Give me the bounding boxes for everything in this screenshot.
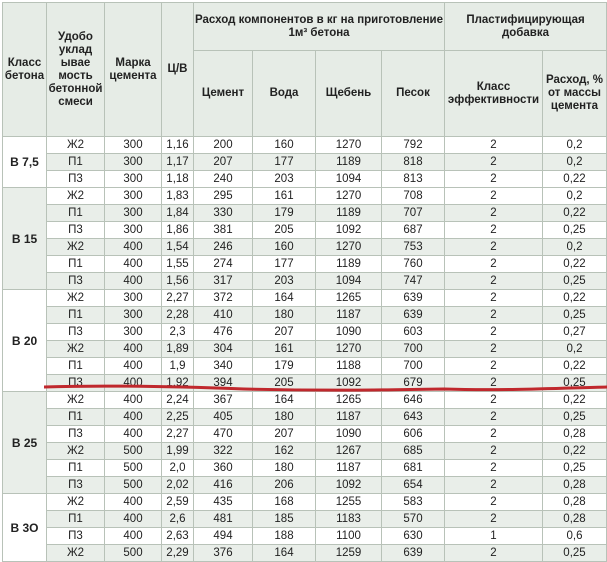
efficiency-class-cell: 2 xyxy=(445,171,543,188)
table-row xyxy=(3,273,607,290)
cement-grade-cell: 400 xyxy=(105,511,162,528)
gravel-cell: 1100 xyxy=(316,528,382,545)
water-cell: 164 xyxy=(253,290,316,307)
water-cell: 164 xyxy=(253,392,316,409)
table-row xyxy=(3,443,607,460)
efficiency-class-cell: 2 xyxy=(445,392,543,409)
table-row xyxy=(3,409,607,426)
dosage-cell: 0,25 xyxy=(543,545,607,562)
cement-cell: 381 xyxy=(194,222,253,239)
workability-cell: П3 xyxy=(47,375,105,392)
water-cell: 206 xyxy=(253,477,316,494)
gravel-cell: 1267 xyxy=(316,443,382,460)
table-row xyxy=(3,324,607,341)
dosage-cell: 0,25 xyxy=(543,222,607,239)
efficiency-class-cell: 2 xyxy=(445,205,543,222)
table-row xyxy=(3,528,607,545)
efficiency-class-cell: 2 xyxy=(445,375,543,392)
table-row xyxy=(3,375,607,392)
concrete-class-cell: В 15 xyxy=(3,188,47,290)
header-wc-ratio: Ц/В xyxy=(162,3,194,137)
workability-cell: Ж2 xyxy=(47,545,105,562)
sand-cell: 700 xyxy=(382,358,445,375)
table-row xyxy=(3,256,607,273)
dosage-cell: 0,22 xyxy=(543,443,607,460)
efficiency-class-cell: 2 xyxy=(445,409,543,426)
water-cell: 185 xyxy=(253,511,316,528)
cement-grade-cell: 400 xyxy=(105,426,162,443)
table-row xyxy=(3,341,607,358)
efficiency-class-cell: 2 xyxy=(445,494,543,511)
dosage-cell: 0,25 xyxy=(543,409,607,426)
cement-cell: 322 xyxy=(194,443,253,460)
dosage-cell: 0,22 xyxy=(543,256,607,273)
cement-cell: 207 xyxy=(194,154,253,171)
water-cell: 205 xyxy=(253,375,316,392)
cement-cell: 240 xyxy=(194,171,253,188)
cement-grade-cell: 300 xyxy=(105,307,162,324)
efficiency-class-cell: 2 xyxy=(445,324,543,341)
cement-grade-cell: 500 xyxy=(105,443,162,460)
cement-grade-cell: 400 xyxy=(105,239,162,256)
wc-ratio-cell: 2,29 xyxy=(162,545,194,562)
workability-cell: П3 xyxy=(47,171,105,188)
wc-ratio-cell: 1,99 xyxy=(162,443,194,460)
table-row xyxy=(3,358,607,375)
concrete-class-cell: В 20 xyxy=(3,290,47,392)
cement-grade-cell: 400 xyxy=(105,358,162,375)
workability-cell: П3 xyxy=(47,324,105,341)
sand-cell: 760 xyxy=(382,256,445,273)
wc-ratio-cell: 2,02 xyxy=(162,477,194,494)
cement-cell: 367 xyxy=(194,392,253,409)
cement-grade-cell: 400 xyxy=(105,375,162,392)
header-dosage: Расход, % от массы цемента xyxy=(543,51,607,137)
sand-cell: 818 xyxy=(382,154,445,171)
workability-cell: Ж2 xyxy=(47,239,105,256)
gravel-cell: 1270 xyxy=(316,341,382,358)
efficiency-class-cell: 2 xyxy=(445,273,543,290)
efficiency-class-cell: 2 xyxy=(445,341,543,358)
cement-cell: 246 xyxy=(194,239,253,256)
wc-ratio-cell: 2,59 xyxy=(162,494,194,511)
sand-cell: 570 xyxy=(382,511,445,528)
water-cell: 205 xyxy=(253,222,316,239)
water-cell: 177 xyxy=(253,154,316,171)
workability-cell: Ж2 xyxy=(47,494,105,511)
efficiency-class-cell: 2 xyxy=(445,222,543,239)
gravel-cell: 1187 xyxy=(316,460,382,477)
cement-grade-cell: 300 xyxy=(105,188,162,205)
efficiency-class-cell: 2 xyxy=(445,256,543,273)
gravel-cell: 1259 xyxy=(316,545,382,562)
wc-ratio-cell: 1,17 xyxy=(162,154,194,171)
dosage-cell: 0,28 xyxy=(543,477,607,494)
workability-cell: П1 xyxy=(47,409,105,426)
wc-ratio-cell: 1,56 xyxy=(162,273,194,290)
dosage-cell: 0,2 xyxy=(543,188,607,205)
cement-cell: 376 xyxy=(194,545,253,562)
sand-cell: 639 xyxy=(382,307,445,324)
gravel-cell: 1270 xyxy=(316,239,382,256)
sand-cell: 639 xyxy=(382,545,445,562)
cement-grade-cell: 400 xyxy=(105,273,162,290)
table-row xyxy=(3,137,607,154)
water-cell: 179 xyxy=(253,358,316,375)
cement-grade-cell: 500 xyxy=(105,545,162,562)
water-cell: 207 xyxy=(253,324,316,341)
dosage-cell: 0,22 xyxy=(543,290,607,307)
dosage-cell: 0,22 xyxy=(543,392,607,409)
wc-ratio-cell: 1,92 xyxy=(162,375,194,392)
dosage-cell: 0,27 xyxy=(543,324,607,341)
dosage-cell: 0,22 xyxy=(543,205,607,222)
cement-cell: 274 xyxy=(194,256,253,273)
workability-cell: П1 xyxy=(47,256,105,273)
cement-grade-cell: 500 xyxy=(105,477,162,494)
header-gravel: Щебень xyxy=(316,51,382,137)
efficiency-class-cell: 2 xyxy=(445,460,543,477)
cement-cell: 372 xyxy=(194,290,253,307)
efficiency-class-cell: 2 xyxy=(445,307,543,324)
gravel-cell: 1265 xyxy=(316,290,382,307)
cement-grade-cell: 300 xyxy=(105,222,162,239)
efficiency-class-cell: 2 xyxy=(445,426,543,443)
gravel-cell: 1270 xyxy=(316,188,382,205)
table-row xyxy=(3,426,607,443)
wc-ratio-cell: 2,27 xyxy=(162,426,194,443)
dosage-cell: 0,25 xyxy=(543,375,607,392)
efficiency-class-cell: 2 xyxy=(445,154,543,171)
gravel-cell: 1187 xyxy=(316,307,382,324)
wc-ratio-cell: 2,6 xyxy=(162,511,194,528)
dosage-cell: 0,28 xyxy=(543,426,607,443)
sand-cell: 813 xyxy=(382,171,445,188)
workability-cell: Ж2 xyxy=(47,290,105,307)
table-row xyxy=(3,239,607,256)
sand-cell: 646 xyxy=(382,392,445,409)
gravel-cell: 1189 xyxy=(316,256,382,273)
water-cell: 179 xyxy=(253,205,316,222)
water-cell: 180 xyxy=(253,307,316,324)
cement-grade-cell: 300 xyxy=(105,137,162,154)
cement-grade-cell: 300 xyxy=(105,171,162,188)
gravel-cell: 1265 xyxy=(316,392,382,409)
workability-cell: П1 xyxy=(47,307,105,324)
gravel-cell: 1188 xyxy=(316,358,382,375)
wc-ratio-cell: 2,28 xyxy=(162,307,194,324)
table-row xyxy=(3,171,607,188)
wc-ratio-cell: 1,83 xyxy=(162,188,194,205)
table-row xyxy=(3,477,607,494)
dosage-cell: 0,6 xyxy=(543,528,607,545)
wc-ratio-cell: 2,63 xyxy=(162,528,194,545)
gravel-cell: 1090 xyxy=(316,324,382,341)
header-class: Класс бетона xyxy=(3,3,47,137)
sand-cell: 681 xyxy=(382,460,445,477)
water-cell: 161 xyxy=(253,188,316,205)
sand-cell: 792 xyxy=(382,137,445,154)
sand-cell: 606 xyxy=(382,426,445,443)
water-cell: 160 xyxy=(253,239,316,256)
wc-ratio-cell: 1,84 xyxy=(162,205,194,222)
sand-cell: 639 xyxy=(382,290,445,307)
cement-cell: 410 xyxy=(194,307,253,324)
cement-grade-cell: 400 xyxy=(105,528,162,545)
table-row xyxy=(3,460,607,477)
workability-cell: П1 xyxy=(47,205,105,222)
water-cell: 180 xyxy=(253,409,316,426)
wc-ratio-cell: 1,16 xyxy=(162,137,194,154)
efficiency-class-cell: 2 xyxy=(445,188,543,205)
wc-ratio-cell: 1,86 xyxy=(162,222,194,239)
wc-ratio-cell: 2,0 xyxy=(162,460,194,477)
table-row xyxy=(3,511,607,528)
concrete-class-cell: В 7,5 xyxy=(3,137,47,188)
efficiency-class-cell: 2 xyxy=(445,545,543,562)
table-row xyxy=(3,307,607,324)
workability-cell: П3 xyxy=(47,528,105,545)
workability-cell: Ж2 xyxy=(47,341,105,358)
concrete-class-cell: В 25 xyxy=(3,392,47,494)
cement-grade-cell: 300 xyxy=(105,324,162,341)
efficiency-class-cell: 2 xyxy=(445,239,543,256)
gravel-cell: 1094 xyxy=(316,273,382,290)
efficiency-class-cell: 2 xyxy=(445,290,543,307)
workability-cell: П1 xyxy=(47,154,105,171)
header-cement-grade: Марка цемента xyxy=(105,3,162,137)
water-cell: 180 xyxy=(253,460,316,477)
dosage-cell: 0,25 xyxy=(543,273,607,290)
gravel-cell: 1092 xyxy=(316,477,382,494)
cement-cell: 317 xyxy=(194,273,253,290)
dosage-cell: 0,2 xyxy=(543,239,607,256)
gravel-cell: 1189 xyxy=(316,205,382,222)
table-row xyxy=(3,494,607,511)
efficiency-class-cell: 2 xyxy=(445,358,543,375)
table-row xyxy=(3,290,607,307)
sand-cell: 753 xyxy=(382,239,445,256)
header-plasticizer-group: Пластифицирующая добавка xyxy=(445,3,607,51)
wc-ratio-cell: 1,18 xyxy=(162,171,194,188)
water-cell: 188 xyxy=(253,528,316,545)
sand-cell: 700 xyxy=(382,341,445,358)
water-cell: 164 xyxy=(253,545,316,562)
water-cell: 160 xyxy=(253,137,316,154)
water-cell: 203 xyxy=(253,273,316,290)
workability-cell: П3 xyxy=(47,477,105,494)
wc-ratio-cell: 1,54 xyxy=(162,239,194,256)
sand-cell: 583 xyxy=(382,494,445,511)
concrete-mix-table xyxy=(2,2,607,562)
workability-cell: П1 xyxy=(47,460,105,477)
cement-grade-cell: 300 xyxy=(105,205,162,222)
dosage-cell: 0,2 xyxy=(543,341,607,358)
gravel-cell: 1187 xyxy=(316,409,382,426)
table-row xyxy=(3,545,607,562)
cement-cell: 494 xyxy=(194,528,253,545)
dosage-cell: 0,22 xyxy=(543,358,607,375)
dosage-cell: 0,25 xyxy=(543,460,607,477)
efficiency-class-cell: 1 xyxy=(445,528,543,545)
wc-ratio-cell: 1,55 xyxy=(162,256,194,273)
cement-cell: 360 xyxy=(194,460,253,477)
sand-cell: 654 xyxy=(382,477,445,494)
cement-grade-cell: 400 xyxy=(105,341,162,358)
cement-cell: 476 xyxy=(194,324,253,341)
gravel-cell: 1090 xyxy=(316,426,382,443)
wc-ratio-cell: 1,89 xyxy=(162,341,194,358)
workability-cell: Ж2 xyxy=(47,392,105,409)
water-cell: 203 xyxy=(253,171,316,188)
workability-cell: П3 xyxy=(47,273,105,290)
workability-cell: Ж2 xyxy=(47,137,105,154)
cement-grade-cell: 400 xyxy=(105,256,162,273)
cement-grade-cell: 400 xyxy=(105,494,162,511)
sand-cell: 603 xyxy=(382,324,445,341)
water-cell: 207 xyxy=(253,426,316,443)
cement-grade-cell: 300 xyxy=(105,290,162,307)
cement-grade-cell: 400 xyxy=(105,392,162,409)
cement-cell: 435 xyxy=(194,494,253,511)
cement-grade-cell: 400 xyxy=(105,409,162,426)
cement-grade-cell: 500 xyxy=(105,460,162,477)
wc-ratio-cell: 2,25 xyxy=(162,409,194,426)
dosage-cell: 0,22 xyxy=(543,171,607,188)
sand-cell: 685 xyxy=(382,443,445,460)
sand-cell: 707 xyxy=(382,205,445,222)
wc-ratio-cell: 2,3 xyxy=(162,324,194,341)
cement-grade-cell: 300 xyxy=(105,154,162,171)
dosage-cell: 0,25 xyxy=(543,307,607,324)
sand-cell: 630 xyxy=(382,528,445,545)
workability-cell: П1 xyxy=(47,511,105,528)
gravel-cell: 1092 xyxy=(316,375,382,392)
gravel-cell: 1189 xyxy=(316,154,382,171)
table-row xyxy=(3,205,607,222)
gravel-cell: 1092 xyxy=(316,222,382,239)
dosage-cell: 0,2 xyxy=(543,137,607,154)
sand-cell: 679 xyxy=(382,375,445,392)
water-cell: 177 xyxy=(253,256,316,273)
header-water: Вода xyxy=(253,51,316,137)
dosage-cell: 0,28 xyxy=(543,494,607,511)
header-cement: Цемент xyxy=(194,51,253,137)
water-cell: 168 xyxy=(253,494,316,511)
workability-cell: Ж2 xyxy=(47,443,105,460)
concrete-class-cell: В 3О xyxy=(3,494,47,562)
header-workability: Удобо уклад ывае мость бетонной смеси xyxy=(47,3,105,137)
cement-cell: 405 xyxy=(194,409,253,426)
wc-ratio-cell: 2,24 xyxy=(162,392,194,409)
cement-cell: 481 xyxy=(194,511,253,528)
table-row xyxy=(3,392,607,409)
cement-cell: 340 xyxy=(194,358,253,375)
efficiency-class-cell: 2 xyxy=(445,477,543,494)
wc-ratio-cell: 1,9 xyxy=(162,358,194,375)
efficiency-class-cell: 2 xyxy=(445,443,543,460)
sand-cell: 687 xyxy=(382,222,445,239)
gravel-cell: 1255 xyxy=(316,494,382,511)
cement-cell: 200 xyxy=(194,137,253,154)
gravel-cell: 1183 xyxy=(316,511,382,528)
table-row xyxy=(3,188,607,205)
cement-cell: 416 xyxy=(194,477,253,494)
header-efficiency-class: Класс эффективности xyxy=(445,51,543,137)
dosage-cell: 0,2 xyxy=(543,154,607,171)
workability-cell: П1 xyxy=(47,358,105,375)
workability-cell: П3 xyxy=(47,426,105,443)
cement-cell: 295 xyxy=(194,188,253,205)
header-sand: Песок xyxy=(382,51,445,137)
efficiency-class-cell: 2 xyxy=(445,511,543,528)
workability-cell: П3 xyxy=(47,222,105,239)
table-body xyxy=(3,137,607,562)
cement-cell: 304 xyxy=(194,341,253,358)
table-row xyxy=(3,222,607,239)
table-row xyxy=(3,154,607,171)
cement-cell: 330 xyxy=(194,205,253,222)
gravel-cell: 1270 xyxy=(316,137,382,154)
wc-ratio-cell: 2,27 xyxy=(162,290,194,307)
sand-cell: 643 xyxy=(382,409,445,426)
sand-cell: 747 xyxy=(382,273,445,290)
workability-cell: Ж2 xyxy=(47,188,105,205)
water-cell: 162 xyxy=(253,443,316,460)
dosage-cell: 0,28 xyxy=(543,511,607,528)
header-consumption-group: Расход компонентов в кг на приготовление 1м³ бетона xyxy=(194,3,445,51)
sand-cell: 708 xyxy=(382,188,445,205)
efficiency-class-cell: 2 xyxy=(445,137,543,154)
gravel-cell: 1094 xyxy=(316,171,382,188)
cement-cell: 394 xyxy=(194,375,253,392)
cement-cell: 470 xyxy=(194,426,253,443)
water-cell: 161 xyxy=(253,341,316,358)
